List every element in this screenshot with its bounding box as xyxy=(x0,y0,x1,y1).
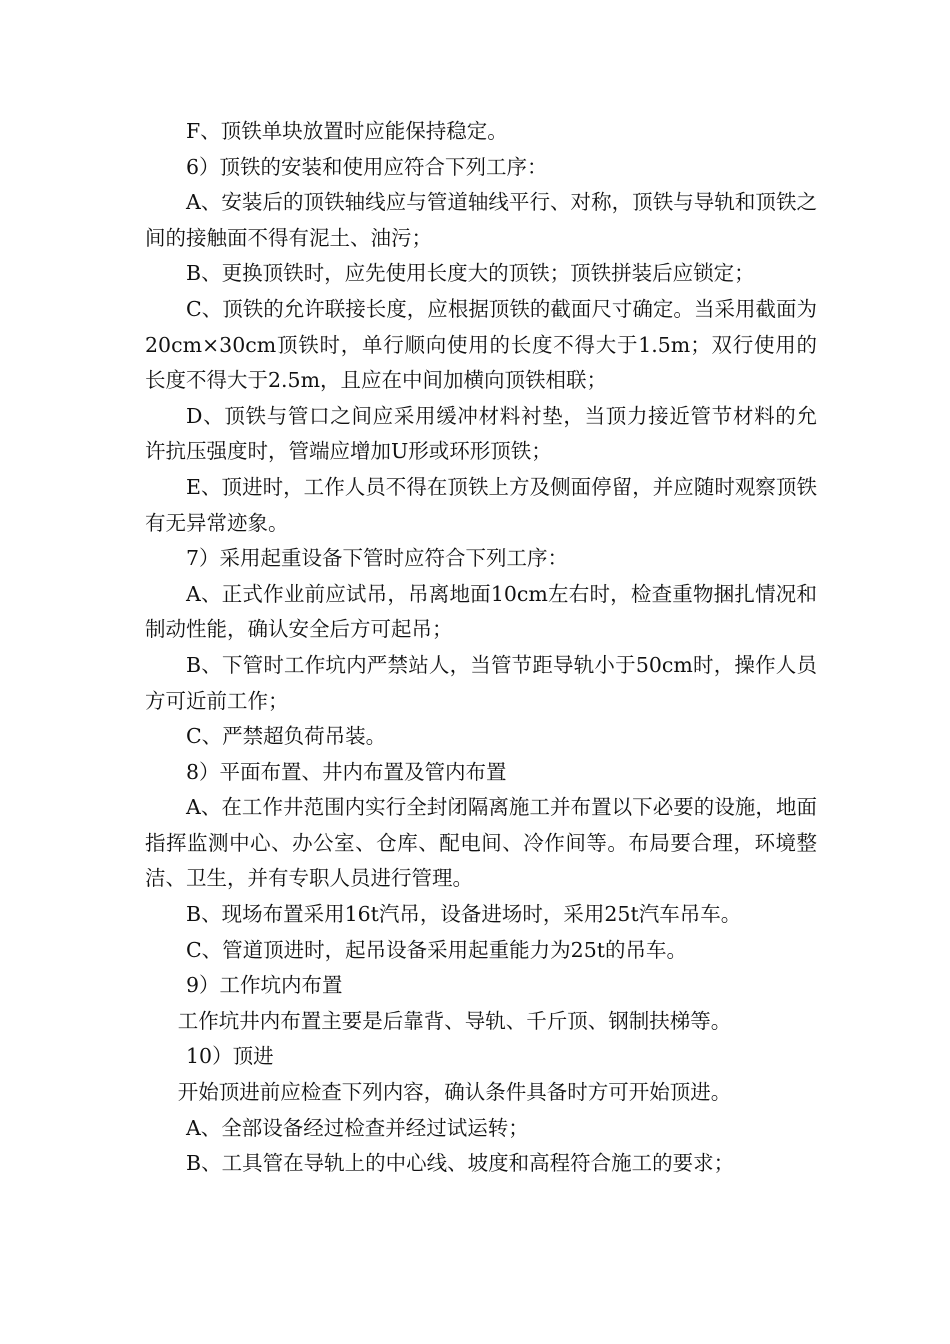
paragraph-b-no-standing: B、下管时工作坑内严禁站人，当管节距导轨小于50cm时，操作人员方可近前工作； xyxy=(145,652,817,713)
paragraph-c-connection-length: C、顶铁的允许联接长度，应根据顶铁的截面尺寸确定。当采用截面为20cm×30cm顶铁时，单行顺向使用的长度不得大于1.5m；双行使用的长度不得大于2.5m，且应在中间加横向顶铁相联； xyxy=(145,296,817,393)
paragraph-f-stability: F、顶铁单块放置时应能保持稳定。 xyxy=(186,119,508,143)
heading-10-jacking: 10）顶进 xyxy=(186,1044,274,1069)
paragraph-c-no-overload: C、严禁超负荷吊装。 xyxy=(186,724,387,749)
paragraph-a-trial-lift: A、正式作业前应试吊，吊离地面10cm左右时，检查重物捆扎情况和制动性能，确认安全后方可起吊； xyxy=(145,581,817,642)
heading-9-pit-layout: 9）工作坑内布置 xyxy=(186,973,343,998)
heading-8-layout: 8）平面布置、井内布置及管内布置 xyxy=(186,759,507,784)
heading-7-lifting-equipment: 7）采用起重设备下管时应符合下列工序： xyxy=(186,546,569,571)
paragraph-pre-jacking-check: 开始顶进前应检查下列内容，确认条件具备时方可开始顶进。 xyxy=(177,1080,732,1105)
paragraph-b-replace-top-iron: B、更换顶铁时，应先使用长度大的顶铁；顶铁拼装后应锁定； xyxy=(186,261,755,286)
paragraph-b-crane-16t: B、现场布置采用16t汽吊，设备进场时，采用25t汽车吊车。 xyxy=(186,902,742,927)
paragraph-a-enclosed-site: A、在工作井范围内实行全封闭隔离施工并布置以下必要的设施，地面指挥监测中心、办公室、仓库、配电间、冷作间等。布局要合理，环境整洁、卫生，并有专职人员进行管理。 xyxy=(145,795,817,891)
document-body xyxy=(145,114,817,1182)
paragraph-c-crane-25t: C、管道顶进时，起吊设备采用起重能力为25t的吊车。 xyxy=(186,937,688,962)
paragraph-pit-contents: 工作坑井内布置主要是后靠背、导轨、千斤顶、钢制扶梯等。 xyxy=(177,1008,732,1033)
paragraph-b-tool-pipe-alignment: B、工具管在导轨上的中心线、坡度和高程符合施工的要求； xyxy=(186,1151,735,1176)
paragraph-e-jacking-safety: E、顶进时，工作人员不得在顶铁上方及侧面停留，并应随时观察顶铁有无异常迹象。 xyxy=(145,474,817,535)
paragraph-a-equipment-tested: A、全部设备经过检查并经过试运转； xyxy=(186,1115,529,1140)
heading-6-top-iron-installation: 6）顶铁的安装和使用应符合下列工序： xyxy=(186,154,548,179)
paragraph-d-cushion-material: D、顶铁与管口之间应采用缓冲材料衬垫，当顶力接近管节材料的允许抗压强度时，管端应增加U形或环形顶铁； xyxy=(145,403,817,464)
paragraph-a-axis-alignment: A、安装后的顶铁轴线应与管道轴线平行、对称，顶铁与导轨和顶铁之间的接触面不得有泥土、油污； xyxy=(145,190,817,250)
